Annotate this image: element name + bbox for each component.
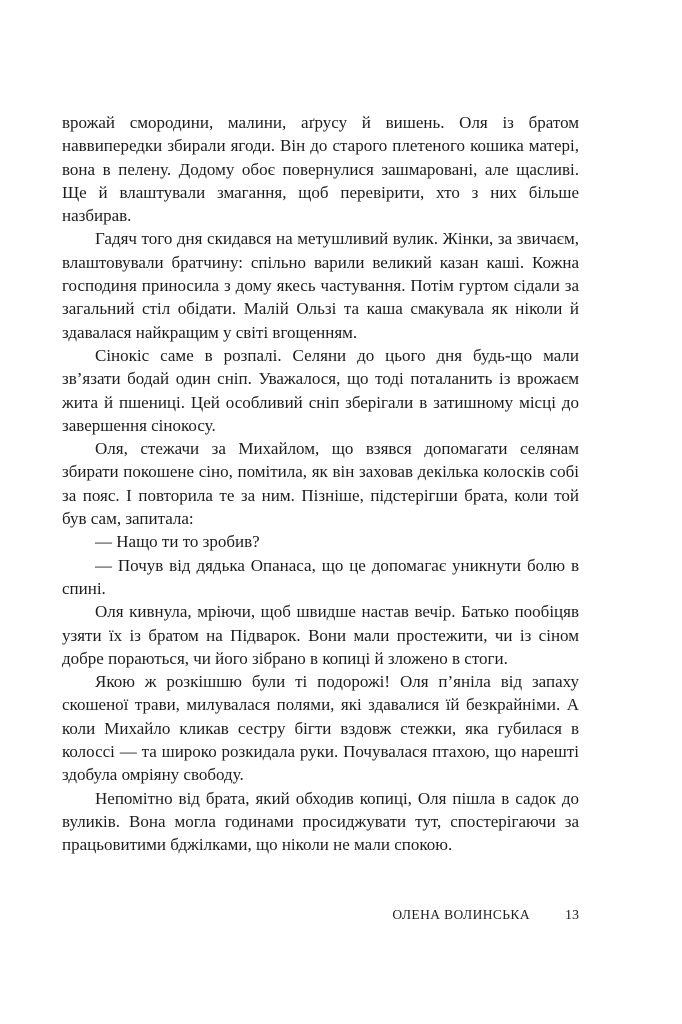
paragraph: Сінокіс саме в розпалі. Селяни до цього дня будь-що мали зв’язати бодай один сніп. Уважалося, що тоді поталанить із врожаєм жита й пшениці. Цей особливий сніп зберігали в затишному місці до завершення сінокосу. — [62, 345, 579, 435]
page-number: 13 — [565, 908, 579, 923]
dialogue-line: — Нащо ти то зробив? — [95, 532, 260, 552]
page-footer — [62, 907, 579, 924]
paragraph: Непомітно від брата, який обходив копиці, Оля пішла в садок до вуликів. Вона могла годинами просиджувати тут, спостерігаючи за працьовитими бджілками, що ніколи не мали спокою. — [62, 788, 579, 855]
dialogue-line: — Почув від дядька Опанаса, що це допомагає уникнути болю в спині. — [62, 555, 579, 598]
paragraph: Якою ж розкішшю були ті подорожі! Оля п’яніла від запаху скошеної трави, милувалася полями, які здавалися їй безкрайніми. А коли Михайло кликав сестру бігти вздовж стежки, яка губилася в колоссі — та широко розкидала руки. Почувалася птахою, що нарешті здобула омріяну свободу. — [62, 672, 579, 785]
running-head-author: ОЛЕНА ВОЛИНСЬКА — [392, 907, 530, 922]
paragraph: Оля, стежачи за Михайлом, що взявся допомагати селянам збирати покошене сіно, помітила, як він заховав декілька колосків собі за пояс. І повторила те за ним. Пізніше, підстерігши брата, коли той був сам, запитала: — [62, 439, 579, 529]
page-text — [62, 111, 579, 857]
paragraph: Оля кивнула, мріючи, щоб швидше настав вечір. Батько пообіцяв узяти їх із братом на Підварок. Вони мали простежити, чи із сіном добре пораються, чи його зібрано в копиці й зложено в стоги. — [62, 602, 579, 668]
paragraph: врожай смородини, малини, аґрусу й вишень. Оля із братом наввипередки збирали ягоди. Він до старого плетеного кошика матері, вона в пелену. Додому обоє повернулися зашмаровані, але щасливі. Ще й влаштували змагання, щоб перевірити, хто з них більше назбирав. — [62, 113, 579, 226]
paragraph: Гадяч того дня скидався на метушливий вулик. Жінки, за звичаєм, влаштовували братчину: спільно варили великий казан каші. Кожна господиня приносила з дому якесь частування. Потім гуртом сідали за загальний стіл обідати. Малій Ользі та каша смакувала як ніколи й здавалася найкращим у світі вгощенням. — [62, 229, 579, 342]
